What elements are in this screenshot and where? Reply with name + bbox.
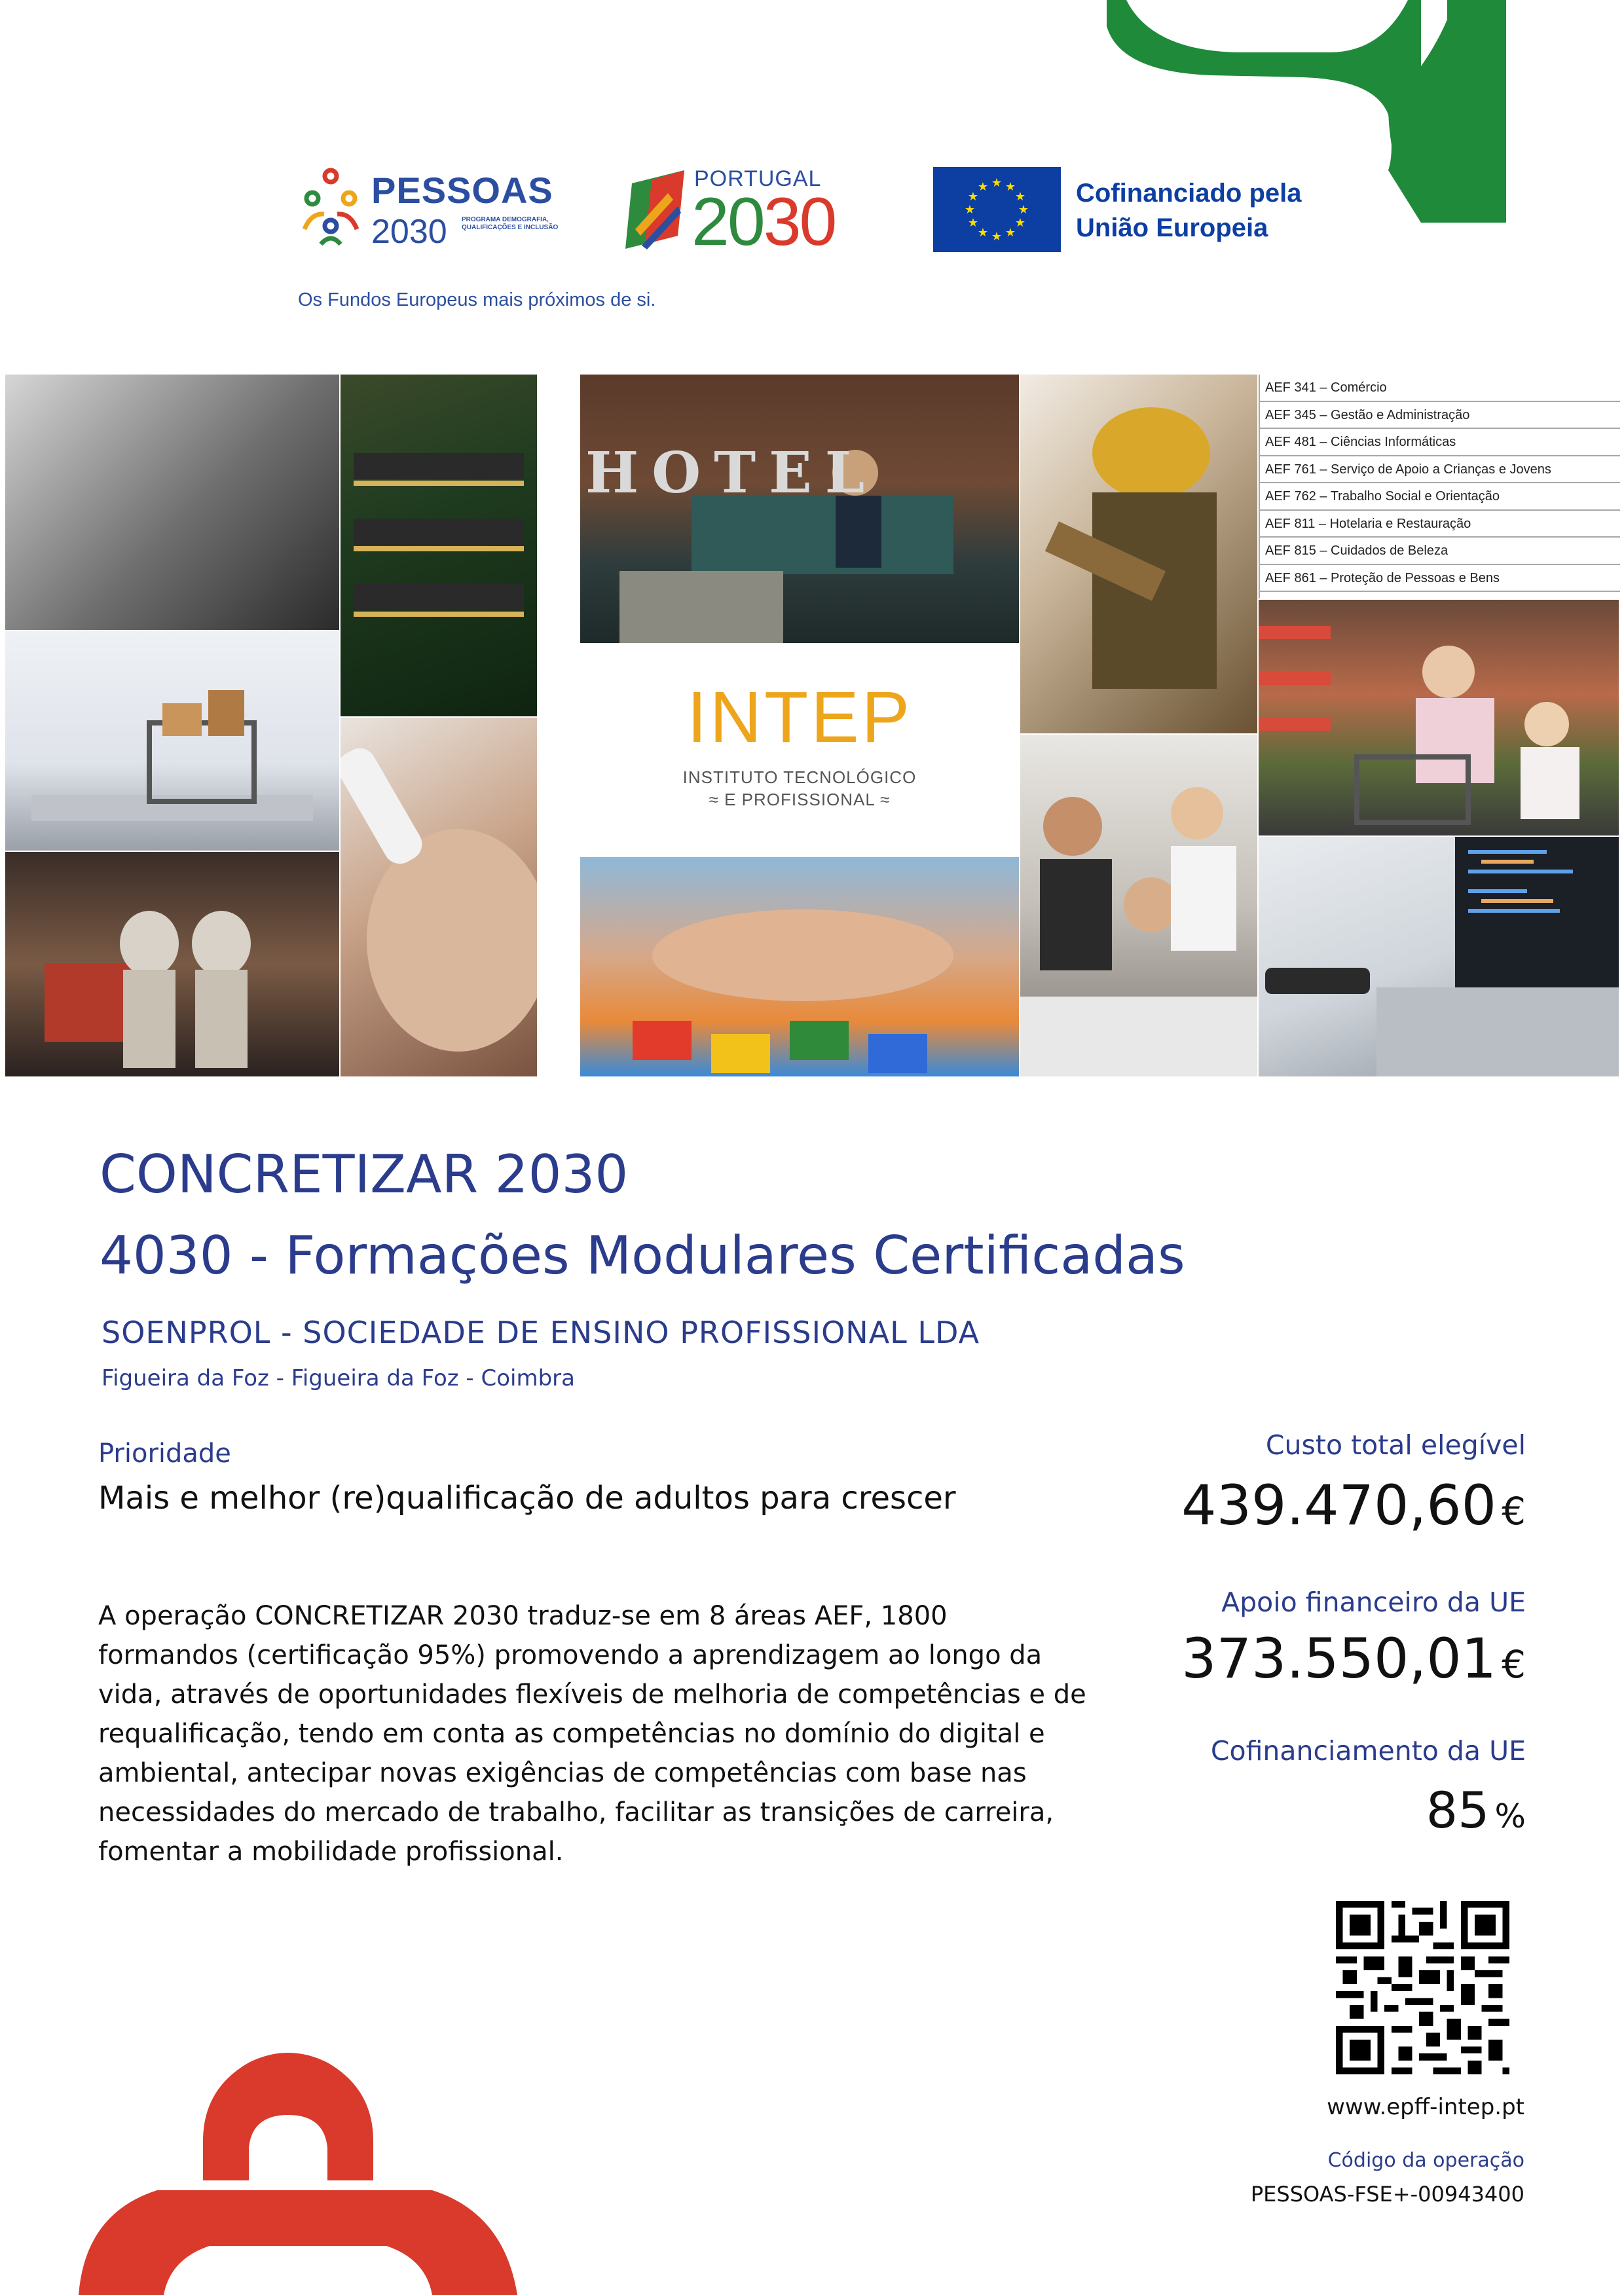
svg-text:★: ★	[1014, 190, 1026, 204]
eu-support-amount: 373.550,01	[1181, 1626, 1497, 1691]
operation-code: PESSOAS-FSE+-00943400	[1250, 2182, 1524, 2207]
svg-text:★: ★	[1005, 180, 1016, 194]
svg-text:★: ★	[967, 190, 979, 204]
intep-word: INTEP	[687, 677, 912, 758]
intep-subtitle-line1: INSTITUTO TECNOLÓGICO	[682, 767, 917, 787]
eu-text	[1076, 176, 1302, 246]
photo-memory-chips	[341, 375, 537, 716]
photo-business-meeting	[1020, 735, 1257, 1076]
svg-text:★: ★	[977, 226, 989, 240]
portugal-2030-logo	[622, 164, 858, 260]
currency-symbol: €	[1502, 1642, 1526, 1687]
portugal-year-text: 30	[763, 184, 836, 260]
project-description: A operação CONCRETIZAR 2030 traduz-se em 8 áreas AEF, 1800 formandos (certificação 95%) promovendo a aprendizagem ao longo da vida, através de oportunidades flexíveis de melhoria de competências e de requalificação, tendo em conta as competências no domínio do digital e ambiental, antecipar novas exigências de competências com base nas necessidades do mercado de trabalho, facilitar as transições de carreira, fomentar a mobilidade profissional.	[98, 1601, 1086, 1867]
intep-logo	[580, 644, 1019, 856]
percent-symbol: %	[1494, 1797, 1526, 1835]
pessoas-subtitle: PROGRAMA DEMOGRAFIA, QUALIFICAÇÕES E INCLUSÃO	[462, 216, 559, 231]
photo-laptop-code	[1259, 837, 1619, 1076]
svg-text:★: ★	[991, 230, 1003, 244]
qr-code[interactable]	[1336, 1901, 1509, 2074]
eu-cofinancing-amount: 85	[1426, 1781, 1490, 1839]
eu-cofinanced-logo	[933, 167, 1339, 255]
svg-text:★: ★	[967, 216, 979, 230]
total-cost-label: Custo total elegível	[1265, 1429, 1526, 1461]
eu-cofinancing-label: Cofinanciamento da UE	[1210, 1735, 1526, 1767]
organization-name: SOENPROL - SOCIEDADE DE ENSINO PROFISSIONAL LDA	[101, 1315, 980, 1350]
photo-hotel-lobby	[580, 375, 1019, 643]
portugal-flag-icon	[622, 167, 688, 252]
photo-facial-treatment	[341, 718, 537, 1076]
pessoas-2030-logo	[298, 164, 559, 255]
photo-supermarket	[1259, 600, 1619, 835]
eu-support-label: Apoio financeiro da UE	[1221, 1587, 1526, 1618]
decorative-red-shape	[65, 2049, 537, 2295]
intep-subtitle-line2: ≈ E PROFISSIONAL ≈	[709, 790, 891, 809]
aef-row: AEF 811 – Hotelaria e Restauração	[1260, 511, 1620, 538]
aef-row: AEF 815 – Cuidados de Beleza	[1260, 538, 1620, 565]
svg-text:★: ★	[1018, 203, 1029, 217]
aef-row: AEF 345 – Gestão e Administração	[1260, 402, 1620, 430]
eu-flag-icon	[933, 167, 1061, 252]
pessoas-word: PESSOAS	[371, 170, 553, 211]
aef-row: AEF 481 – Ciências Informáticas	[1260, 429, 1620, 456]
eu-text-line1: Cofinanciado pela	[1076, 179, 1302, 208]
project-location: Figueira da Foz - Figueira da Foz - Coimbra	[101, 1365, 575, 1391]
aef-row: AEF 861 – Proteção de Pessoas e Bens	[1260, 565, 1620, 593]
photo-elderly-man	[5, 375, 339, 630]
aef-row: AEF 761 – Serviço de Apoio a Crianças e Jovens	[1260, 456, 1620, 484]
pessoas-year: 2030	[371, 213, 447, 251]
pessoas-people-icon	[298, 167, 363, 246]
total-cost-value	[1181, 1473, 1526, 1537]
project-title: CONCRETIZAR 2030	[100, 1144, 629, 1205]
portugal-word: PORTUGAL	[694, 166, 822, 191]
svg-text:★: ★	[1005, 226, 1016, 240]
portugal-year: 2030	[692, 184, 836, 260]
aef-row: AEF 762 – Trabalho Social e Orientação	[1260, 483, 1620, 511]
aef-row: AEF 341 – Comércio	[1260, 375, 1620, 402]
aef-areas-table	[1259, 375, 1620, 598]
eu-text-line2: União Europeia	[1076, 213, 1268, 242]
photo-firefighter-hose	[1020, 375, 1257, 733]
priority-label: Prioridade	[98, 1439, 231, 1469]
photo-online-shopping	[5, 631, 339, 851]
eu-cofinancing-value	[1426, 1781, 1526, 1839]
currency-symbol: €	[1502, 1489, 1526, 1533]
svg-text:★: ★	[964, 203, 976, 217]
svg-text:★: ★	[991, 176, 1003, 190]
total-cost-amount: 439.470,60	[1181, 1473, 1497, 1537]
photo-stacked-hands	[580, 857, 1019, 1076]
svg-text:★: ★	[1014, 216, 1026, 230]
hotel-sign: HOTEL	[585, 440, 878, 506]
photo-collage	[5, 375, 1619, 1076]
svg-text:★: ★	[977, 180, 989, 194]
project-subtitle: 4030 - Formações Modulares Certificadas	[100, 1225, 1185, 1286]
operation-code-label: Código da operação	[1327, 2149, 1524, 2172]
website-link[interactable]: www.epff-intep.pt	[1327, 2094, 1524, 2120]
eu-support-value	[1181, 1626, 1526, 1691]
photo-firefighters-garage	[5, 852, 339, 1076]
priority-value: Mais e melhor (re)qualificação de adultos para crescer	[98, 1480, 956, 1516]
slogan: Os Fundos Europeus mais próximos de si.	[298, 289, 656, 310]
